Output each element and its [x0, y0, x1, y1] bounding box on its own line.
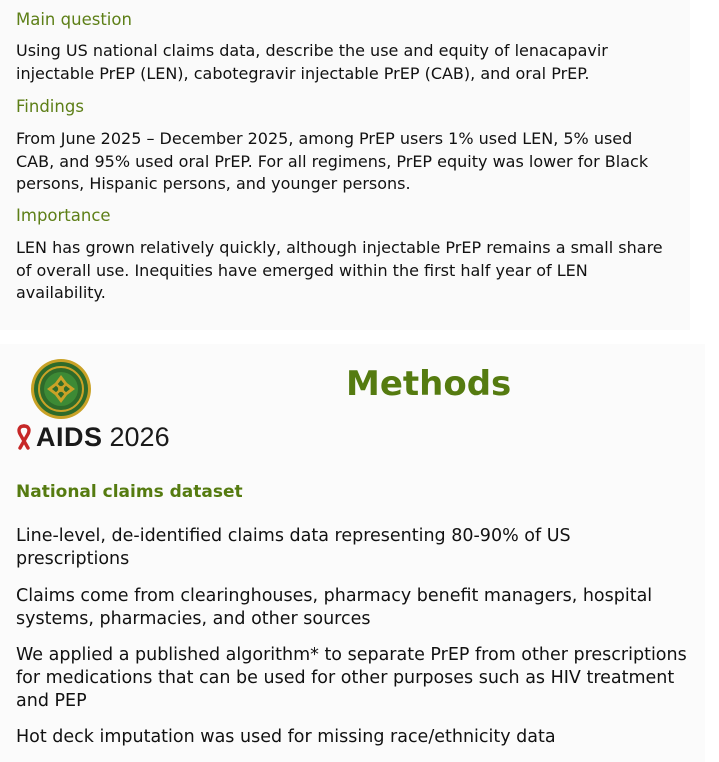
findings-text: From June 2025 – December 2025, among PrEP users 1% used LEN, 5% used CAB, and 95% used oral PrEP. For all regimens, PrEP equity was lower for Black persons, Hispanic persons, and younger persons.: [16, 129, 649, 193]
main-question-text: Using US national claims data, describe the use and equity of lenacapavir injectable PrEP (LEN), cabotegravir injectable PrEP (CAB), and oral PrEP.: [16, 41, 608, 83]
conference-seal-icon: [30, 358, 92, 420]
methods-bullet-3: We applied a published algorithm* to separate PrEP from other prescriptions for medications that can be used for other purposes such as HIV treatment and PEP: [16, 645, 687, 711]
aids-2026-logo: [14, 420, 170, 454]
methods-bullet-2: Claims come from clearinghouses, pharmacy benefit managers, hospital systems, pharmacies, and other sources: [16, 586, 653, 629]
importance-heading: Importance: [16, 206, 111, 225]
methods-bullet-4: Hot deck imputation was used for missing race/ethnicity data: [16, 727, 556, 747]
aids-logo-year: 2026: [109, 421, 170, 452]
red-ribbon-icon: [14, 423, 34, 451]
methods-bullet-1: Line-level, de-identified claims data representing 80-90% of US prescriptions: [16, 526, 571, 569]
methods-subheading: National claims dataset: [16, 482, 243, 502]
main-question-heading: Main question: [16, 10, 132, 29]
importance-text: LEN has grown relatively quickly, although injectable PrEP remains a small share of overall use. Inequities have emerged within the first half year of LEN availability.: [16, 238, 663, 302]
methods-title: Methods: [346, 364, 512, 404]
aids-logo-word: AIDS: [36, 421, 103, 452]
findings-heading: Findings: [16, 97, 84, 116]
